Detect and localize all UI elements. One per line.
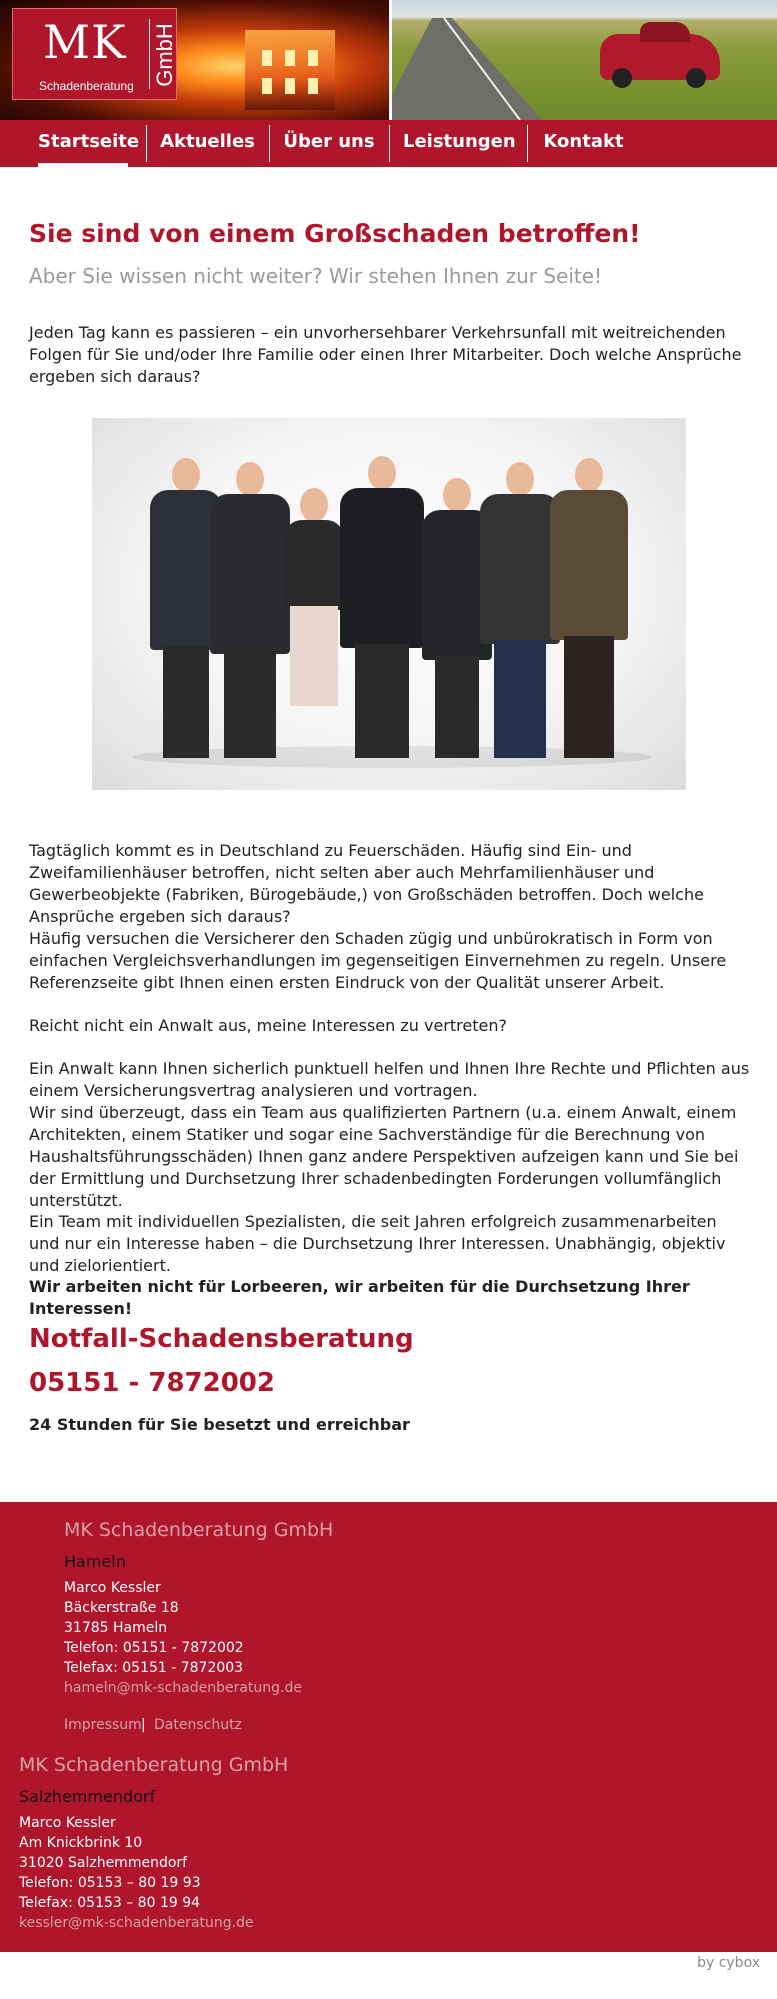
nav-aktuelles[interactable]: Aktuelles [160,131,255,152]
nav-startseite[interactable]: Startseite [38,120,128,167]
nav-leistungen[interactable]: Leistungen [403,131,516,152]
footer-zip-city: 31785 Hameln [64,1620,168,1636]
paragraph-team: Wir sind überzeugt, dass ein Team aus qualifizierten Partnern (u.a. einem Anwalt, einem Architekten, einem Statiker und sogar eine Sachverständige für die Berechnung von Haushaltsführungsschäden) Ihnen ganz andere Perspektiven aufzeigen kann und Sie bei der Ermittlung und Durchsetzung Ihrer schadenbedingten Forderungen vollumfänglich unterstützt. [29,1103,739,1210]
emergency-title: Notfall-Schadensberatung [29,1324,414,1354]
impressum-link[interactable]: Impressum [64,1717,142,1733]
paragraph-slogan: Wir arbeiten nicht für Lorbeeren, wir arbeiten für die Durchsetzung Ihrer Interessen! [29,1277,690,1318]
footer-street: Bäckerstraße 18 [64,1600,179,1616]
footer-phone: Telefon: 05151 - 7872002 [64,1640,244,1656]
footer-fax: Telefax: 05151 - 7872003 [64,1660,244,1676]
footer-name: Marco Kessler [19,1815,116,1831]
paragraph-fire: Tagtäglich kommt es in Deutschland zu Feuerschäden. Häufig sind Ein- und Zweifamilienhäuser betroffen, nicht selten aber auch Mehrfamilienhäuser und Gewerbeobjekte (Fabriken, Bürogebäude,) von Großschäden betroffen. Doch welche Ansprüche ergeben sich daraus? [29,841,704,926]
intro-paragraph: Jeden Tag kann es passieren – ein unvorhersehbarer Verkehrsunfall mit weitreichenden Folgen für Sie und/oder Ihre Familie oder einen Ihrer Mitarbeiter. Doch welche Ansprüche ergeben sich daraus? [29,323,742,386]
logo-mk: MK [43,15,127,69]
main-navigation [0,120,777,167]
footer-phone: Telefon: 05153 – 80 19 93 [19,1875,201,1891]
paragraph-specialists: Ein Team mit individuellen Spezialisten, die seit Jahren erfolgreich zusammenarbeiten und nur ein Interesse haben – die Durchsetzung Ihrer Interessen. Unabhängig, objektiv und zielorientiert. [29,1212,726,1275]
datenschutz-link[interactable]: Datenschutz [154,1717,242,1733]
company-logo[interactable] [12,8,177,100]
paragraph-insurers: Häufig versuchen die Versicherer den Schaden zügig und unbürokratisch in Form von einfachen Vergleichsverhandlungen im gegenseitigen Einvernehmen zu regeln. Unsere Referenzseite gibt Ihnen einen ersten Eindruck von der Qualität unserer Arbeit. [29,929,727,992]
logo-subtitle: Schadenberatung [39,79,134,93]
footer-link-separator: | [141,1717,146,1733]
footer [0,1502,777,1952]
logo-gmbh: GmbH [152,23,177,87]
team-photo [92,418,686,790]
footer-city-hameln: Hameln [64,1552,126,1571]
paragraph-lawyer: Ein Anwalt kann Ihnen sicherlich punktuell helfen und Ihnen Ihre Rechte und Pflichten aus einem Versicherungsvertrag analysieren und vortragen. [29,1059,750,1100]
footer-email-link[interactable]: hameln@mk-schadenberatung.de [64,1680,302,1696]
footer-zip-city: 31020 Salzhemmendorf [19,1855,188,1871]
paragraph-question: Reicht nicht ein Anwalt aus, meine Interessen zu vertreten? [29,1016,507,1035]
footer-company-salzhemmendorf: MK Schadenberatung GmbH [19,1754,289,1776]
wrecked-car [600,34,720,80]
footer-name: Marco Kessler [64,1580,161,1596]
footer-street: Am Knickbrink 10 [19,1835,143,1851]
credit-link[interactable]: by cybox [697,1955,760,1971]
emergency-phone[interactable]: 05151 - 7872002 [29,1368,275,1398]
header-banner [0,0,777,120]
page-subtitle: Aber Sie wissen nicht weiter? Wir stehen Ihnen zur Seite! [29,264,603,288]
nav-kontakt[interactable]: Kontakt [543,131,624,152]
footer-email-link[interactable]: kessler@mk-schadenberatung.de [19,1915,254,1931]
footer-company-hameln: MK Schadenberatung GmbH [64,1519,334,1541]
nav-ueber-uns[interactable]: Über uns [283,131,375,152]
emergency-note: 24 Stunden für Sie besetzt und erreichbar [29,1415,410,1434]
page-title: Sie sind von einem Großschaden betroffen! [29,219,641,248]
footer-city-salzhemmendorf: Salzhemmendorf [19,1787,156,1806]
footer-fax: Telefax: 05153 – 80 19 94 [19,1895,201,1911]
